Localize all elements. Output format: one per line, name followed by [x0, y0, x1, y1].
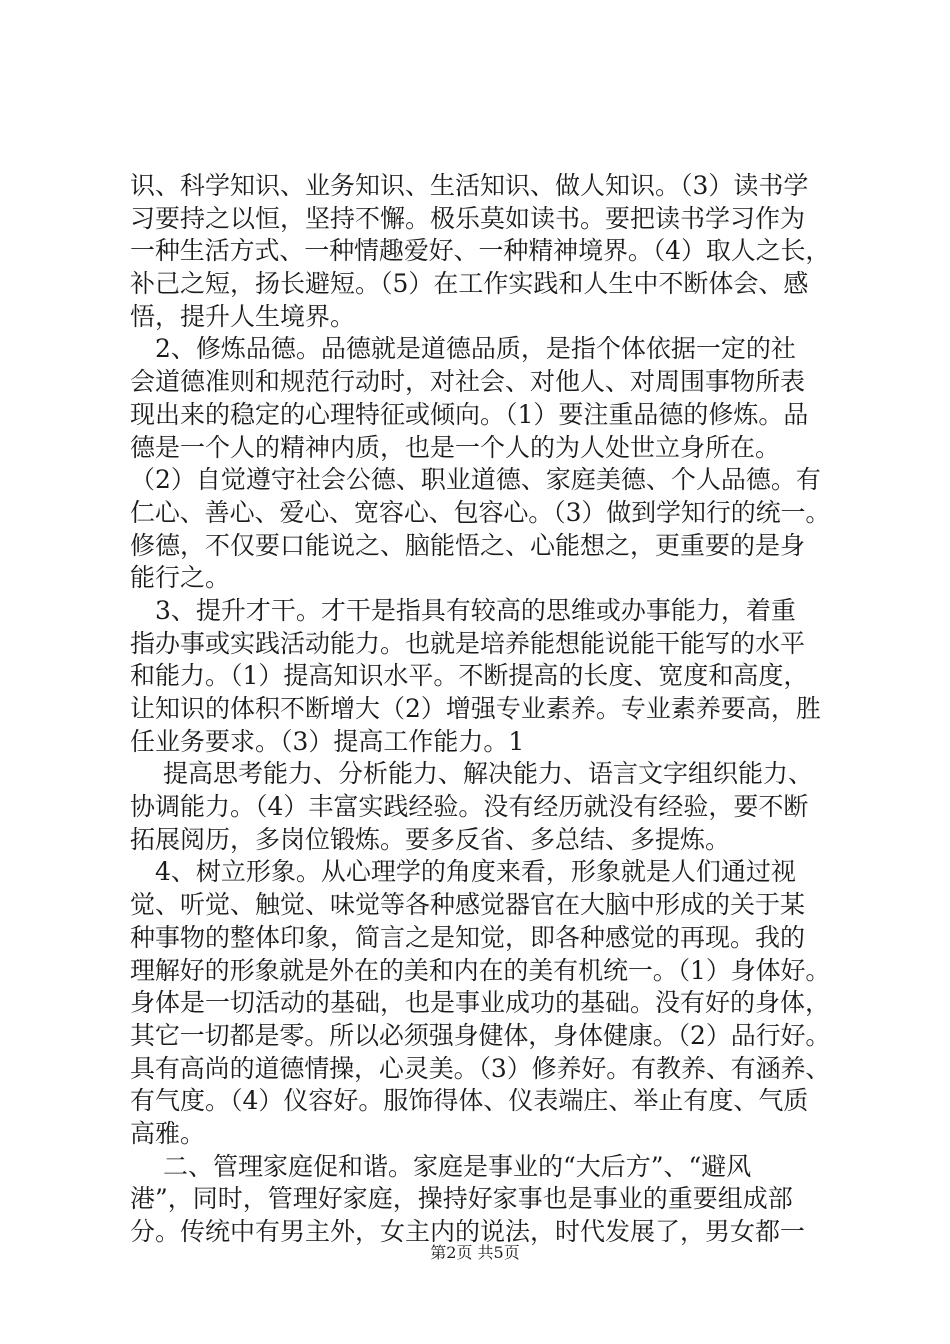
- text-line: 分。传统中有男主外，女主内的说法，时代发展了，男女都一: [130, 1217, 806, 1246]
- text-line: （2）自觉遵守社会公德、职业道德、家庭美德、个人品德。有: [130, 465, 821, 495]
- text-line: 补己之短，扬长避短。（5）在工作实践和人生中不断体会、感: [130, 269, 809, 299]
- text-line: 3、提升才干。才干是指具有较高的思维或办事能力，着重: [130, 595, 796, 625]
- text-line: 识、科学知识、业务知识、生活知识、做人知识。（3）读书学: [130, 171, 809, 200]
- page-footer: 第2页 共5页: [430, 1243, 520, 1262]
- text-line: 协调能力。（4）丰富实践经验。没有经历就没有经验，要不断: [130, 792, 809, 822]
- text-line: 指办事或实践活动能力。也就是培养能想能说能干能写的水平: [130, 628, 806, 658]
- text-line: 4、树立形象。从心理学的角度来看，形象就是人们通过视: [130, 857, 796, 887]
- text-line: 和能力。（1）提高知识水平。不断提高的长度、宽度和高度，: [130, 661, 809, 691]
- text-line: 种事物的整体印象，简言之是知觉，即各种感觉的再现。我的: [130, 922, 806, 952]
- text-line: 习要持之以恒，坚持不懈。极乐莫如读书。要把读书学习作为: [130, 203, 806, 233]
- text-line: 会道德准则和规范行动时，对社会、对他人、对周围事物所表: [130, 367, 806, 397]
- text-line: 觉、听觉、触觉、味觉等各种感觉器官在大脑中形成的关于某: [130, 890, 806, 920]
- text-line: 任业务要求。（3）提高工作能力。1: [130, 726, 525, 756]
- text-line: 具有高尚的道德情操，心灵美。（3）修养好。有教养、有涵养、: [130, 1053, 831, 1083]
- text-line: 悟，提升人生境界。: [130, 301, 356, 331]
- text-line: 身体是一切活动的基础，也是事业成功的基础。没有好的身体，: [130, 988, 831, 1018]
- text-line: 拓展阅历，多岗位锻炼。要多反省、多总结、多提炼。: [130, 824, 731, 854]
- text-line: 修德，不仅要口能说之、脑能悟之、心能想之，更重要的是身: [130, 530, 806, 560]
- text-line: 一种生活方式、一种情趣爱好、一种精神境界。（4）取人之长，: [130, 236, 831, 266]
- text-line: 高雅。: [130, 1118, 206, 1148]
- text-line: 2、修炼品德。品德就是道德品质，是指个体依据一定的社: [130, 334, 796, 364]
- text-line: 现出来的稳定的心理特征或倾向。（1）要注重品德的修炼。品: [130, 399, 809, 429]
- text-line: 提高思考能力、分析能力、解决能力、语言文字组织能力、: [130, 759, 813, 789]
- text-line: 其它一切都是零。所以必须强身健体，身体健康。（2）品行好。: [130, 1020, 831, 1050]
- text-line: 二、管理家庭促和谐。家庭是事业的“大后方”、“避风: [130, 1151, 752, 1181]
- text-line: 港”，同时，管理好家庭，操持好家事也是事业的重要组成部: [130, 1184, 793, 1214]
- text-line: 让知识的体积不断增大（2）增强专业素养。专业素养要高，胜: [130, 694, 821, 723]
- text-line: 德是一个人的精神内质，也是一个人的为人处世立身所在。: [130, 432, 781, 462]
- text-line: 有气度。（4）仪容好。服饰得体、仪表端庄、举止有度、气质: [130, 1086, 809, 1116]
- text-line: 能行之。: [130, 563, 231, 593]
- text-line: 理解好的形象就是外在的美和内在的美有机统一。（1）身体好。: [130, 955, 831, 985]
- text-line: 仁心、善心、爱心、宽容心、包容心。（3）做到学知行的统一。: [130, 497, 831, 527]
- body-text: [130, 170, 830, 1249]
